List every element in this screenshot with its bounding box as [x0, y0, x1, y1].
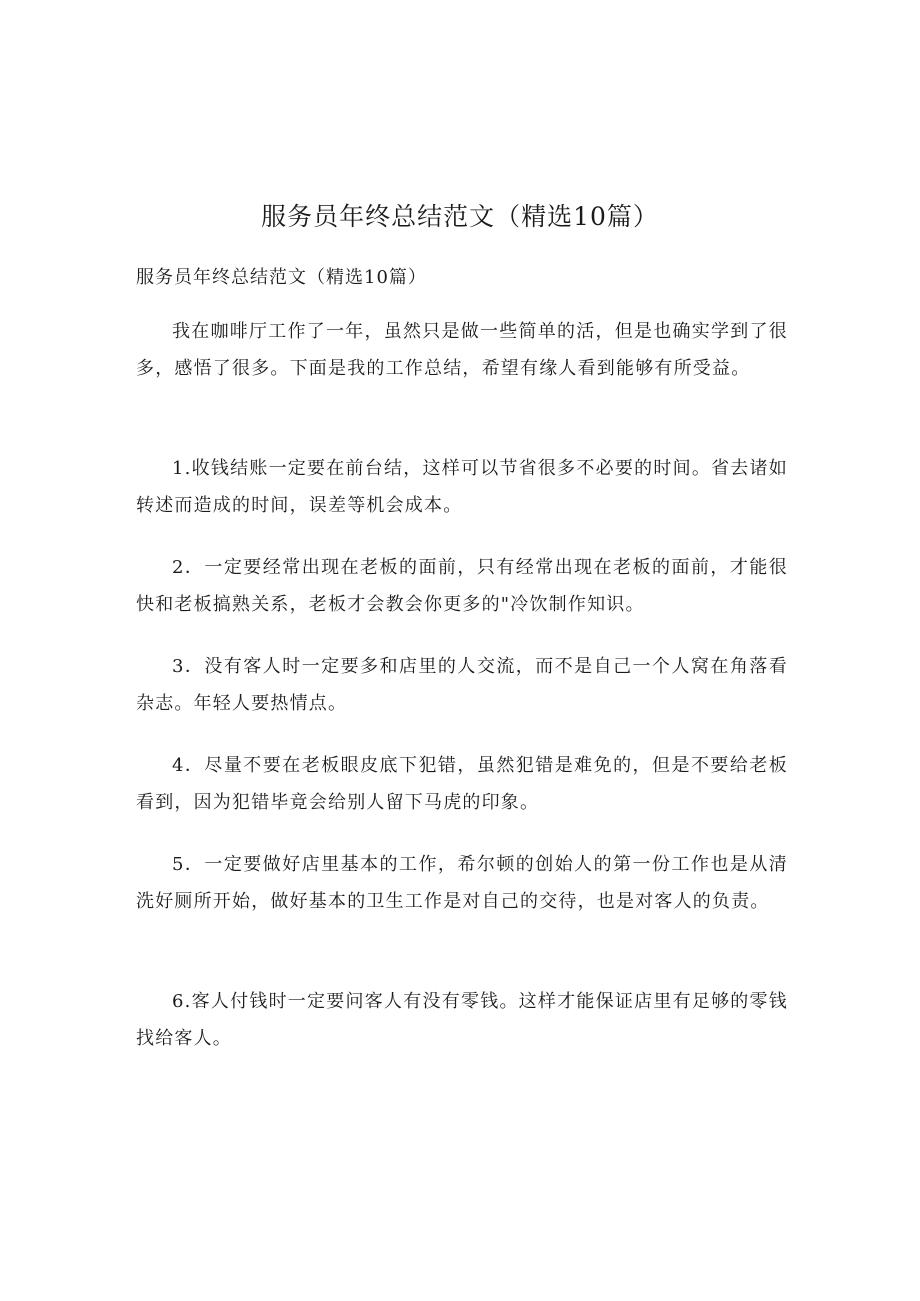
list-item-5: 5．一定要做好店里基本的工作，希尔顿的创始人的第一份工作也是从清洗好厕所开始，做好基本的卫生工作是对自己的交待，也是对客人的负责。 — [136, 854, 788, 912]
list-item-1: 1.收钱结账一定要在前台结，这样可以节省很多不必要的时间。省去诸如转述而造成的时间，误差等机会成本。 — [136, 458, 788, 516]
intro-paragraph: 我在咖啡厅工作了一年，虽然只是做一些简单的活，但是也确实学到了很多，感悟了很多。下面是我的工作总结，希望有缘人看到能够有所受益。 — [136, 321, 788, 379]
list-item-3: 3．没有客人时一定要多和店里的人交流，而不是自己一个人窝在角落看杂志。年轻人要热情点。 — [136, 656, 788, 714]
list-item-2: 2．一定要经常出现在老板的面前，只有经常出现在老板的面前，才能很快和老板搞熟关系，老板才会教会你更多的"冷饮制作知识。 — [136, 557, 788, 615]
list-item-4: 4．尽量不要在老板眼皮底下犯错，虽然犯错是难免的，但是不要给老板看到，因为犯错毕竟会给别人留下马虎的印象。 — [136, 755, 788, 813]
document-title: 服务员年终总结范文（精选10篇） — [261, 202, 659, 231]
document-subtitle: 服务员年终总结范文（精选10篇） — [136, 267, 427, 288]
list-item-6: 6.客人付钱时一定要问客人有没有零钱。这样才能保证店里有足够的零钱找给客人。 — [136, 991, 788, 1049]
